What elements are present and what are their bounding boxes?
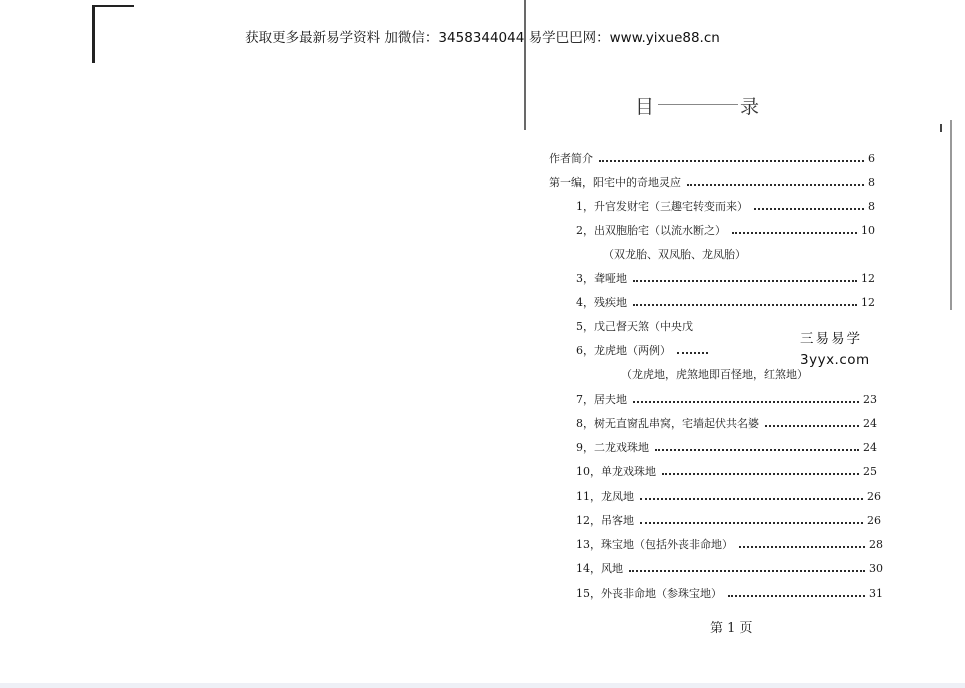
leader-dots [687, 183, 864, 186]
leader-dots [728, 594, 865, 597]
watermark [800, 327, 870, 368]
toc-entry [549, 175, 875, 191]
toc-subline: （双龙胎、双凤胎、龙凤胎） [603, 248, 746, 261]
leader-dots [629, 569, 865, 572]
page-number: 第 1 页 [710, 621, 753, 636]
leader-dots [662, 472, 859, 475]
toc-entry-page: 24 [863, 417, 877, 430]
leader-dots [655, 448, 859, 451]
leader-dots [599, 159, 864, 162]
toc-entry [576, 513, 881, 529]
toc-entry-page: 26 [867, 514, 881, 527]
toc-entry-label: 12，吊客地 [576, 514, 634, 527]
leader-dots [739, 545, 865, 548]
toc-subline: （龙虎地，虎煞地即百怪地，红煞地） [621, 368, 808, 381]
toc-entry [576, 416, 877, 432]
bottom-edge [0, 683, 965, 688]
toc-entry-page: 10 [861, 224, 875, 237]
toc-entry-label: 作者简介 [549, 152, 593, 165]
leader-dots [732, 231, 857, 234]
toc-title-char: 录 [740, 96, 760, 118]
toc-entry-page: 12 [861, 272, 875, 285]
leader-dots [633, 303, 857, 306]
toc-entry-label: 14，风地 [576, 562, 623, 575]
toc-entry-page: 12 [861, 296, 875, 309]
toc-entry-label: 3，聋哑地 [576, 272, 627, 285]
toc-entry [576, 586, 883, 602]
leader-dots [640, 497, 863, 500]
toc-entry-label: 11，龙凤地 [576, 490, 634, 503]
toc-entry-page: 26 [867, 490, 881, 503]
toc-entry [549, 151, 875, 167]
toc-entry-page: 25 [863, 465, 877, 478]
toc-entry-label: 5，戊己督天煞（中央戊 [576, 320, 693, 333]
toc-entry-page: 6 [868, 152, 875, 165]
leader-dots [754, 207, 864, 210]
toc-entry-label: 10，单龙戏珠地 [576, 465, 656, 478]
toc-entry-label: 1，升官发财宅（三趣宅转变而来） [576, 200, 748, 213]
promo-header: 获取更多最新易学资料 加微信：3458344044 易学巴巴网：www.yixue88.cn [245, 30, 720, 46]
toc-entry-page: 8 [868, 200, 875, 213]
leader-dots [765, 424, 859, 427]
toc-entry-page: 28 [869, 538, 883, 551]
toc-entry-page: 8 [868, 176, 875, 189]
toc-entry [576, 319, 726, 335]
watermark-title: 三易易学 [800, 331, 862, 347]
toc-entry-label: 8，树无直窗乱串窝，宅墙起伏共名婆 [576, 417, 759, 430]
toc-entry [576, 537, 883, 553]
toc-entry [576, 343, 712, 359]
toc-entry [576, 271, 875, 287]
toc-entry-page: 24 [863, 441, 877, 454]
toc-entry-page: 23 [863, 393, 877, 406]
toc-entry [576, 295, 875, 311]
leader-dots [633, 279, 857, 282]
toc-entry [576, 199, 875, 215]
leader-dots [640, 521, 863, 524]
toc-entry-label: 2，出双胞胎宅（以流水断之） [576, 224, 726, 237]
toc-entry-label: 7，居夫地 [576, 393, 627, 406]
toc-entry [576, 223, 875, 239]
leader-dots [633, 400, 859, 403]
toc-entry [576, 489, 881, 505]
toc-entry-label: 第一编，阳宅中的奇地灵应 [549, 176, 681, 189]
toc-entry-label: 6，龙虎地（两例） [576, 344, 671, 357]
leader-dots [677, 351, 708, 354]
watermark-url: 3yyx.com [800, 352, 870, 368]
toc-title-char: 目 [635, 96, 655, 118]
toc-entry [576, 464, 877, 480]
toc-entry-label: 13，珠宝地（包括外丧非命地） [576, 538, 733, 551]
toc-entry [576, 440, 877, 456]
toc-entry [576, 392, 877, 408]
toc-entry [576, 561, 883, 577]
toc-entry-label: 9，二龙戏珠地 [576, 441, 649, 454]
toc-entry-label: 15，外丧非命地（参珠宝地） [576, 587, 722, 600]
toc-entry-label: 4，残疾地 [576, 296, 627, 309]
toc-entry-page: 30 [869, 562, 883, 575]
toc-entry-page: 31 [869, 587, 883, 600]
